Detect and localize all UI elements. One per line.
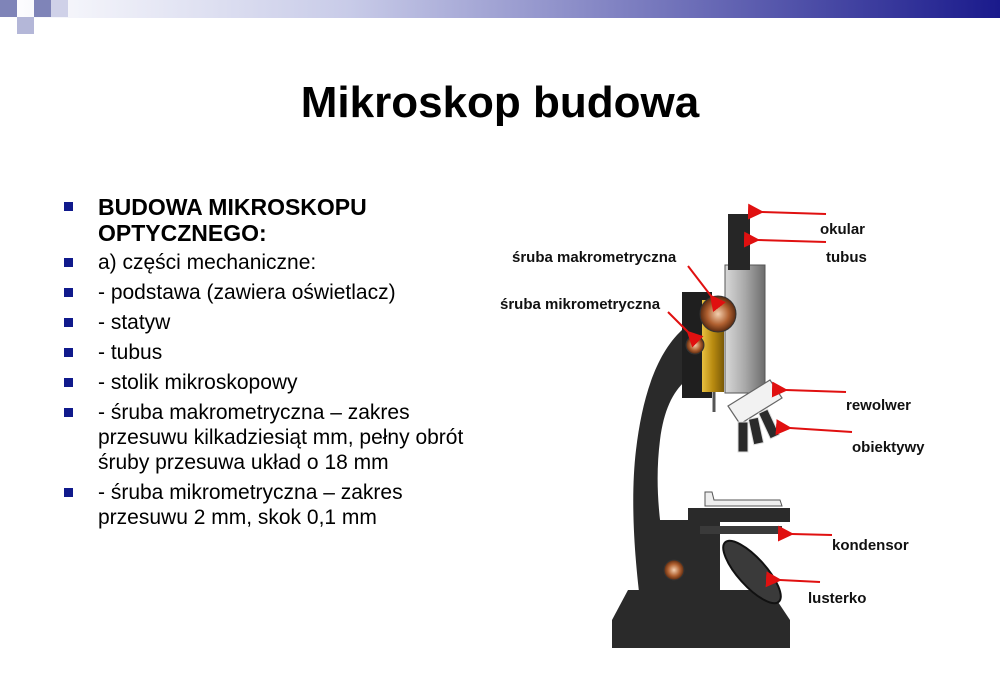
bullet-item [58,370,478,395]
label-obiektywy: obiektywy [852,439,925,456]
arrow-kondensor [792,534,832,535]
objective-lens [738,422,748,452]
bullet-item [58,310,478,335]
bullet-square-icon [64,288,73,297]
label-lusterko: lusterko [808,590,867,607]
bullet-text: BUDOWA MIKROSKOPU OPTYCZNEGO: [98,194,367,246]
stage-clip [705,492,782,506]
stage-plate [700,526,782,534]
bullet-list [58,194,478,535]
bullet-text: - śruba mikrometryczna – zakres przesuwu 2 mm, skok 0,1 mm [98,481,403,529]
bullet-square-icon [64,202,73,211]
label-okular: okular [820,221,866,238]
bullet-square-icon [64,488,73,497]
arrow-tubus [758,240,826,242]
label-kondensor: kondensor [832,537,909,554]
label-sruba-makrometryczna: śruba makrometryczna [512,249,677,266]
macro-knob [700,296,736,332]
label-sruba-mikrometryczna: śruba mikrometryczna [500,296,661,313]
bullet-text: - podstawa (zawiera oświetlacz) [98,281,396,304]
microscope-diagram [490,195,950,660]
arrow-okular [762,212,826,214]
checker-decoration [0,0,90,34]
bullet-item [58,340,478,365]
bullet-item [58,280,478,305]
bullet-text: a) części mechaniczne: [98,251,317,274]
bullet-item [58,480,478,530]
bullet-square-icon [64,348,73,357]
top-gradient-band [0,0,1000,18]
label-tubus: tubus [826,249,867,266]
arrow-sruba-makro [688,266,711,296]
base-knob [664,560,684,580]
arrow-rewolwer [786,390,846,392]
bullet-text: - stolik mikroskopowy [98,371,298,394]
microscope-eyepiece [728,214,750,270]
bullet-text: - statyw [98,311,171,334]
bullet-square-icon [64,378,73,387]
bullet-text: - śruba makrometryczna – zakres przesuwu kilkadziesiąt mm, pełny obrót śruby przesuwa układ o 18 mm [98,401,464,474]
bullet-square-icon [64,318,73,327]
bullet-text: - tubus [98,341,163,364]
label-rewolwer: rewolwer [846,397,912,414]
slide-title: Mikroskop budowa [300,78,700,127]
microscope-tube [725,265,765,393]
arrow-obiektywy [790,428,852,432]
bullet-item [58,194,478,246]
bullet-square-icon [64,408,73,417]
microscope-stage [688,508,790,522]
objective-lens [748,417,763,445]
micro-knob [686,336,704,354]
bullet-square-icon [64,258,73,267]
bullet-item [58,400,478,475]
bullet-item [58,250,478,275]
arrow-lusterko [780,580,820,582]
